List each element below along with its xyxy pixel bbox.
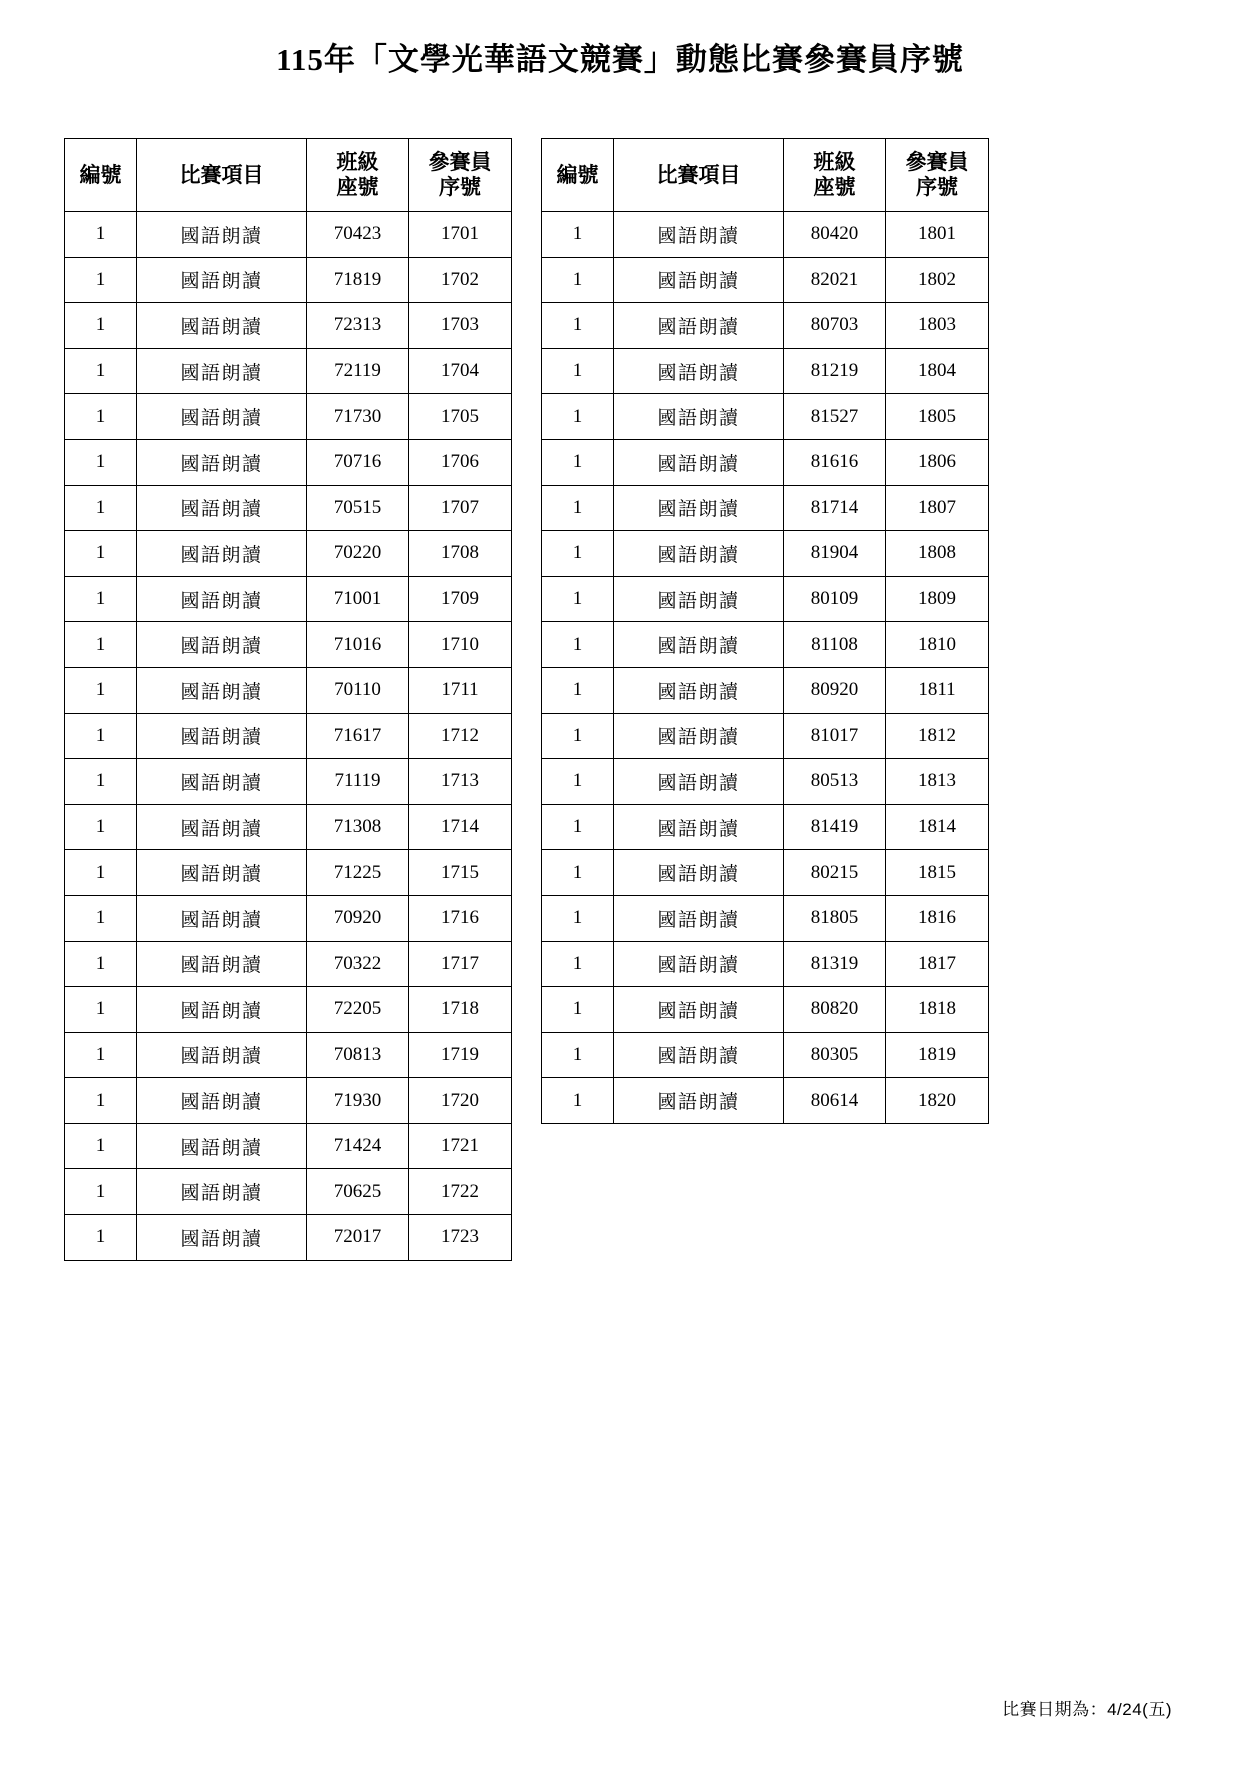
cell-item: 國語朗讀 bbox=[614, 941, 784, 987]
table-row bbox=[65, 485, 512, 531]
cell-order: 1705 bbox=[409, 394, 512, 440]
cell-item: 國語朗讀 bbox=[137, 804, 307, 850]
cell-seat: 80820 bbox=[784, 987, 886, 1033]
cell-item: 國語朗讀 bbox=[614, 303, 784, 349]
cell-seat: 72017 bbox=[307, 1215, 409, 1261]
cell-no: 1 bbox=[65, 895, 137, 941]
cell-seat: 81017 bbox=[784, 713, 886, 759]
cell-item: 國語朗讀 bbox=[614, 1078, 784, 1124]
cell-order: 1717 bbox=[409, 941, 512, 987]
column-header-no: 編號 bbox=[542, 139, 614, 212]
table-row bbox=[65, 941, 512, 987]
table-row bbox=[65, 257, 512, 303]
cell-order: 1702 bbox=[409, 257, 512, 303]
cell-item: 國語朗讀 bbox=[614, 895, 784, 941]
cell-no: 1 bbox=[65, 576, 137, 622]
cell-seat: 71930 bbox=[307, 1078, 409, 1124]
cell-order: 1812 bbox=[886, 713, 989, 759]
table-row bbox=[542, 804, 989, 850]
page-title: 115年「文學光華語文競賽」動態比賽參賽員序號 bbox=[276, 42, 964, 77]
table-body-left bbox=[65, 212, 512, 1261]
cell-no: 1 bbox=[542, 667, 614, 713]
cell-order: 1708 bbox=[409, 531, 512, 577]
cell-no: 1 bbox=[542, 850, 614, 896]
cell-no: 1 bbox=[542, 439, 614, 485]
cell-no: 1 bbox=[65, 713, 137, 759]
participants-table-right bbox=[541, 138, 989, 1124]
cell-order: 1707 bbox=[409, 485, 512, 531]
column-header-seat bbox=[784, 139, 886, 212]
cell-seat: 81108 bbox=[784, 622, 886, 668]
table-row bbox=[542, 987, 989, 1033]
column-header-seat-line1: 班級 bbox=[336, 150, 379, 175]
cell-item: 國語朗讀 bbox=[137, 212, 307, 258]
cell-item: 國語朗讀 bbox=[614, 713, 784, 759]
cell-no: 1 bbox=[65, 622, 137, 668]
cell-no: 1 bbox=[542, 713, 614, 759]
cell-no: 1 bbox=[65, 531, 137, 577]
cell-order: 1721 bbox=[409, 1123, 512, 1169]
cell-order: 1817 bbox=[886, 941, 989, 987]
cell-seat: 71819 bbox=[307, 257, 409, 303]
column-header-seat bbox=[307, 139, 409, 212]
tables-container bbox=[64, 138, 989, 1261]
table-row bbox=[542, 1032, 989, 1078]
cell-seat: 72313 bbox=[307, 303, 409, 349]
table-row bbox=[542, 394, 989, 440]
cell-item: 國語朗讀 bbox=[614, 394, 784, 440]
table-header-right bbox=[542, 139, 989, 212]
cell-seat: 70423 bbox=[307, 212, 409, 258]
table-row bbox=[65, 1215, 512, 1261]
cell-item: 國語朗讀 bbox=[614, 348, 784, 394]
cell-seat: 81419 bbox=[784, 804, 886, 850]
cell-seat: 81527 bbox=[784, 394, 886, 440]
cell-seat: 80920 bbox=[784, 667, 886, 713]
cell-item: 國語朗讀 bbox=[614, 1032, 784, 1078]
cell-seat: 70813 bbox=[307, 1032, 409, 1078]
cell-item: 國語朗讀 bbox=[137, 895, 307, 941]
cell-item: 國語朗讀 bbox=[137, 576, 307, 622]
table-row bbox=[542, 895, 989, 941]
cell-no: 1 bbox=[542, 394, 614, 440]
cell-order: 1720 bbox=[409, 1078, 512, 1124]
column-header-item: 比賽項目 bbox=[137, 139, 307, 212]
cell-order: 1809 bbox=[886, 576, 989, 622]
cell-item: 國語朗讀 bbox=[137, 439, 307, 485]
cell-no: 1 bbox=[65, 439, 137, 485]
cell-order: 1808 bbox=[886, 531, 989, 577]
cell-no: 1 bbox=[542, 804, 614, 850]
cell-seat: 71001 bbox=[307, 576, 409, 622]
cell-item: 國語朗讀 bbox=[137, 941, 307, 987]
cell-item: 國語朗讀 bbox=[137, 1078, 307, 1124]
cell-item: 國語朗讀 bbox=[614, 850, 784, 896]
header-row bbox=[542, 139, 989, 212]
cell-order: 1710 bbox=[409, 622, 512, 668]
cell-item: 國語朗讀 bbox=[137, 759, 307, 805]
cell-no: 1 bbox=[65, 348, 137, 394]
cell-order: 1706 bbox=[409, 439, 512, 485]
table-row bbox=[65, 394, 512, 440]
table-row bbox=[65, 804, 512, 850]
cell-no: 1 bbox=[542, 622, 614, 668]
table-row bbox=[65, 303, 512, 349]
table-row bbox=[65, 759, 512, 805]
cell-item: 國語朗讀 bbox=[137, 713, 307, 759]
table-row bbox=[542, 439, 989, 485]
cell-item: 國語朗讀 bbox=[614, 257, 784, 303]
table-row bbox=[542, 850, 989, 896]
table-row bbox=[542, 303, 989, 349]
cell-order: 1714 bbox=[409, 804, 512, 850]
table-row bbox=[542, 485, 989, 531]
cell-no: 1 bbox=[65, 1169, 137, 1215]
cell-no: 1 bbox=[65, 485, 137, 531]
column-header-order-line1: 參賽員 bbox=[428, 150, 492, 175]
table-row bbox=[542, 941, 989, 987]
cell-no: 1 bbox=[65, 1078, 137, 1124]
cell-item: 國語朗讀 bbox=[137, 257, 307, 303]
cell-item: 國語朗讀 bbox=[614, 987, 784, 1033]
cell-order: 1704 bbox=[409, 348, 512, 394]
cell-item: 國語朗讀 bbox=[614, 622, 784, 668]
table-header-left bbox=[65, 139, 512, 212]
cell-item: 國語朗讀 bbox=[137, 667, 307, 713]
table-row bbox=[65, 1032, 512, 1078]
cell-order: 1703 bbox=[409, 303, 512, 349]
cell-order: 1801 bbox=[886, 212, 989, 258]
cell-order: 1810 bbox=[886, 622, 989, 668]
cell-item: 國語朗讀 bbox=[137, 850, 307, 896]
table-row bbox=[542, 212, 989, 258]
cell-no: 1 bbox=[542, 212, 614, 258]
table-row bbox=[65, 1078, 512, 1124]
cell-order: 1716 bbox=[409, 895, 512, 941]
cell-item: 國語朗讀 bbox=[137, 1123, 307, 1169]
cell-item: 國語朗讀 bbox=[137, 622, 307, 668]
column-header-seat-line1: 班級 bbox=[813, 150, 856, 175]
column-header-item: 比賽項目 bbox=[614, 139, 784, 212]
cell-seat: 71617 bbox=[307, 713, 409, 759]
cell-seat: 70220 bbox=[307, 531, 409, 577]
cell-order: 1711 bbox=[409, 667, 512, 713]
table-row bbox=[65, 667, 512, 713]
table-row bbox=[65, 713, 512, 759]
cell-no: 1 bbox=[542, 485, 614, 531]
cell-seat: 71016 bbox=[307, 622, 409, 668]
cell-seat: 72205 bbox=[307, 987, 409, 1033]
cell-order: 1709 bbox=[409, 576, 512, 622]
table-row bbox=[65, 439, 512, 485]
cell-item: 國語朗讀 bbox=[614, 804, 784, 850]
cell-seat: 71424 bbox=[307, 1123, 409, 1169]
cell-seat: 81805 bbox=[784, 895, 886, 941]
table-row bbox=[65, 987, 512, 1033]
cell-order: 1811 bbox=[886, 667, 989, 713]
cell-seat: 71730 bbox=[307, 394, 409, 440]
cell-seat: 70110 bbox=[307, 667, 409, 713]
cell-no: 1 bbox=[542, 303, 614, 349]
column-header-order bbox=[409, 139, 512, 212]
page bbox=[0, 34, 1240, 1788]
cell-order: 1815 bbox=[886, 850, 989, 896]
cell-item: 國語朗讀 bbox=[137, 485, 307, 531]
cell-order: 1718 bbox=[409, 987, 512, 1033]
cell-order: 1807 bbox=[886, 485, 989, 531]
cell-order: 1715 bbox=[409, 850, 512, 896]
cell-order: 1804 bbox=[886, 348, 989, 394]
column-header-order bbox=[886, 139, 989, 212]
cell-no: 1 bbox=[542, 531, 614, 577]
table-row bbox=[542, 1078, 989, 1124]
cell-seat: 71225 bbox=[307, 850, 409, 896]
cell-seat: 82021 bbox=[784, 257, 886, 303]
cell-seat: 80109 bbox=[784, 576, 886, 622]
cell-no: 1 bbox=[65, 1123, 137, 1169]
cell-no: 1 bbox=[65, 850, 137, 896]
cell-order: 1802 bbox=[886, 257, 989, 303]
table-row bbox=[542, 531, 989, 577]
cell-no: 1 bbox=[542, 941, 614, 987]
cell-seat: 70625 bbox=[307, 1169, 409, 1215]
participants-table-left bbox=[64, 138, 512, 1261]
cell-no: 1 bbox=[542, 348, 614, 394]
cell-item: 國語朗讀 bbox=[614, 485, 784, 531]
header-row bbox=[65, 139, 512, 212]
cell-order: 1722 bbox=[409, 1169, 512, 1215]
cell-no: 1 bbox=[542, 759, 614, 805]
cell-seat: 81219 bbox=[784, 348, 886, 394]
cell-seat: 71308 bbox=[307, 804, 409, 850]
cell-item: 國語朗讀 bbox=[614, 759, 784, 805]
cell-item: 國語朗讀 bbox=[614, 439, 784, 485]
cell-seat: 80703 bbox=[784, 303, 886, 349]
cell-order: 1701 bbox=[409, 212, 512, 258]
cell-seat: 81714 bbox=[784, 485, 886, 531]
cell-item: 國語朗讀 bbox=[137, 987, 307, 1033]
cell-no: 1 bbox=[65, 667, 137, 713]
cell-order: 1820 bbox=[886, 1078, 989, 1124]
cell-seat: 81319 bbox=[784, 941, 886, 987]
cell-order: 1723 bbox=[409, 1215, 512, 1261]
cell-no: 1 bbox=[65, 759, 137, 805]
table-body-right bbox=[542, 212, 989, 1124]
table-row bbox=[65, 531, 512, 577]
cell-order: 1803 bbox=[886, 303, 989, 349]
cell-no: 1 bbox=[542, 1078, 614, 1124]
cell-item: 國語朗讀 bbox=[137, 348, 307, 394]
cell-seat: 70716 bbox=[307, 439, 409, 485]
cell-seat: 80420 bbox=[784, 212, 886, 258]
table-row bbox=[542, 348, 989, 394]
cell-order: 1719 bbox=[409, 1032, 512, 1078]
cell-seat: 80215 bbox=[784, 850, 886, 896]
cell-seat: 81616 bbox=[784, 439, 886, 485]
cell-no: 1 bbox=[65, 804, 137, 850]
cell-no: 1 bbox=[65, 212, 137, 258]
cell-no: 1 bbox=[65, 941, 137, 987]
column-header-order-line1: 參賽員 bbox=[905, 150, 969, 175]
table-row bbox=[65, 212, 512, 258]
cell-item: 國語朗讀 bbox=[137, 1169, 307, 1215]
cell-item: 國語朗讀 bbox=[137, 394, 307, 440]
cell-seat: 72119 bbox=[307, 348, 409, 394]
table-row bbox=[65, 1123, 512, 1169]
cell-item: 國語朗讀 bbox=[614, 531, 784, 577]
cell-seat: 80305 bbox=[784, 1032, 886, 1078]
cell-order: 1813 bbox=[886, 759, 989, 805]
table-row bbox=[65, 1169, 512, 1215]
column-header-order-line2: 序號 bbox=[439, 175, 481, 199]
cell-item: 國語朗讀 bbox=[614, 212, 784, 258]
cell-order: 1816 bbox=[886, 895, 989, 941]
cell-order: 1806 bbox=[886, 439, 989, 485]
cell-no: 1 bbox=[542, 895, 614, 941]
table-row bbox=[65, 622, 512, 668]
cell-order: 1818 bbox=[886, 987, 989, 1033]
cell-item: 國語朗讀 bbox=[137, 1215, 307, 1261]
cell-no: 1 bbox=[65, 1032, 137, 1078]
cell-seat: 71119 bbox=[307, 759, 409, 805]
table-row bbox=[542, 576, 989, 622]
table-row bbox=[65, 895, 512, 941]
cell-order: 1814 bbox=[886, 804, 989, 850]
cell-seat: 80513 bbox=[784, 759, 886, 805]
cell-no: 1 bbox=[542, 576, 614, 622]
cell-seat: 70920 bbox=[307, 895, 409, 941]
table-row bbox=[65, 850, 512, 896]
cell-seat: 81904 bbox=[784, 531, 886, 577]
cell-seat: 70322 bbox=[307, 941, 409, 987]
cell-no: 1 bbox=[65, 987, 137, 1033]
cell-seat: 80614 bbox=[784, 1078, 886, 1124]
cell-order: 1805 bbox=[886, 394, 989, 440]
table-row bbox=[542, 667, 989, 713]
cell-item: 國語朗讀 bbox=[137, 531, 307, 577]
cell-no: 1 bbox=[542, 987, 614, 1033]
cell-item: 國語朗讀 bbox=[614, 667, 784, 713]
table-row bbox=[542, 622, 989, 668]
table-row bbox=[542, 713, 989, 759]
cell-no: 1 bbox=[65, 257, 137, 303]
cell-item: 國語朗讀 bbox=[137, 303, 307, 349]
cell-no: 1 bbox=[542, 257, 614, 303]
cell-seat: 70515 bbox=[307, 485, 409, 531]
cell-no: 1 bbox=[65, 303, 137, 349]
table-row bbox=[542, 759, 989, 805]
cell-no: 1 bbox=[65, 394, 137, 440]
column-header-no: 編號 bbox=[65, 139, 137, 212]
cell-no: 1 bbox=[542, 1032, 614, 1078]
column-header-order-line2: 序號 bbox=[916, 175, 958, 199]
column-header-seat-line2: 座號 bbox=[336, 175, 379, 199]
cell-no: 1 bbox=[65, 1215, 137, 1261]
cell-item: 國語朗讀 bbox=[137, 1032, 307, 1078]
cell-item: 國語朗讀 bbox=[614, 576, 784, 622]
cell-order: 1713 bbox=[409, 759, 512, 805]
table-row bbox=[65, 348, 512, 394]
table-row bbox=[65, 576, 512, 622]
competition-date-note: 比賽日期為：4/24(五) bbox=[1002, 1700, 1172, 1719]
cell-order: 1712 bbox=[409, 713, 512, 759]
cell-order: 1819 bbox=[886, 1032, 989, 1078]
column-header-seat-line2: 座號 bbox=[813, 175, 856, 199]
table-row bbox=[542, 257, 989, 303]
